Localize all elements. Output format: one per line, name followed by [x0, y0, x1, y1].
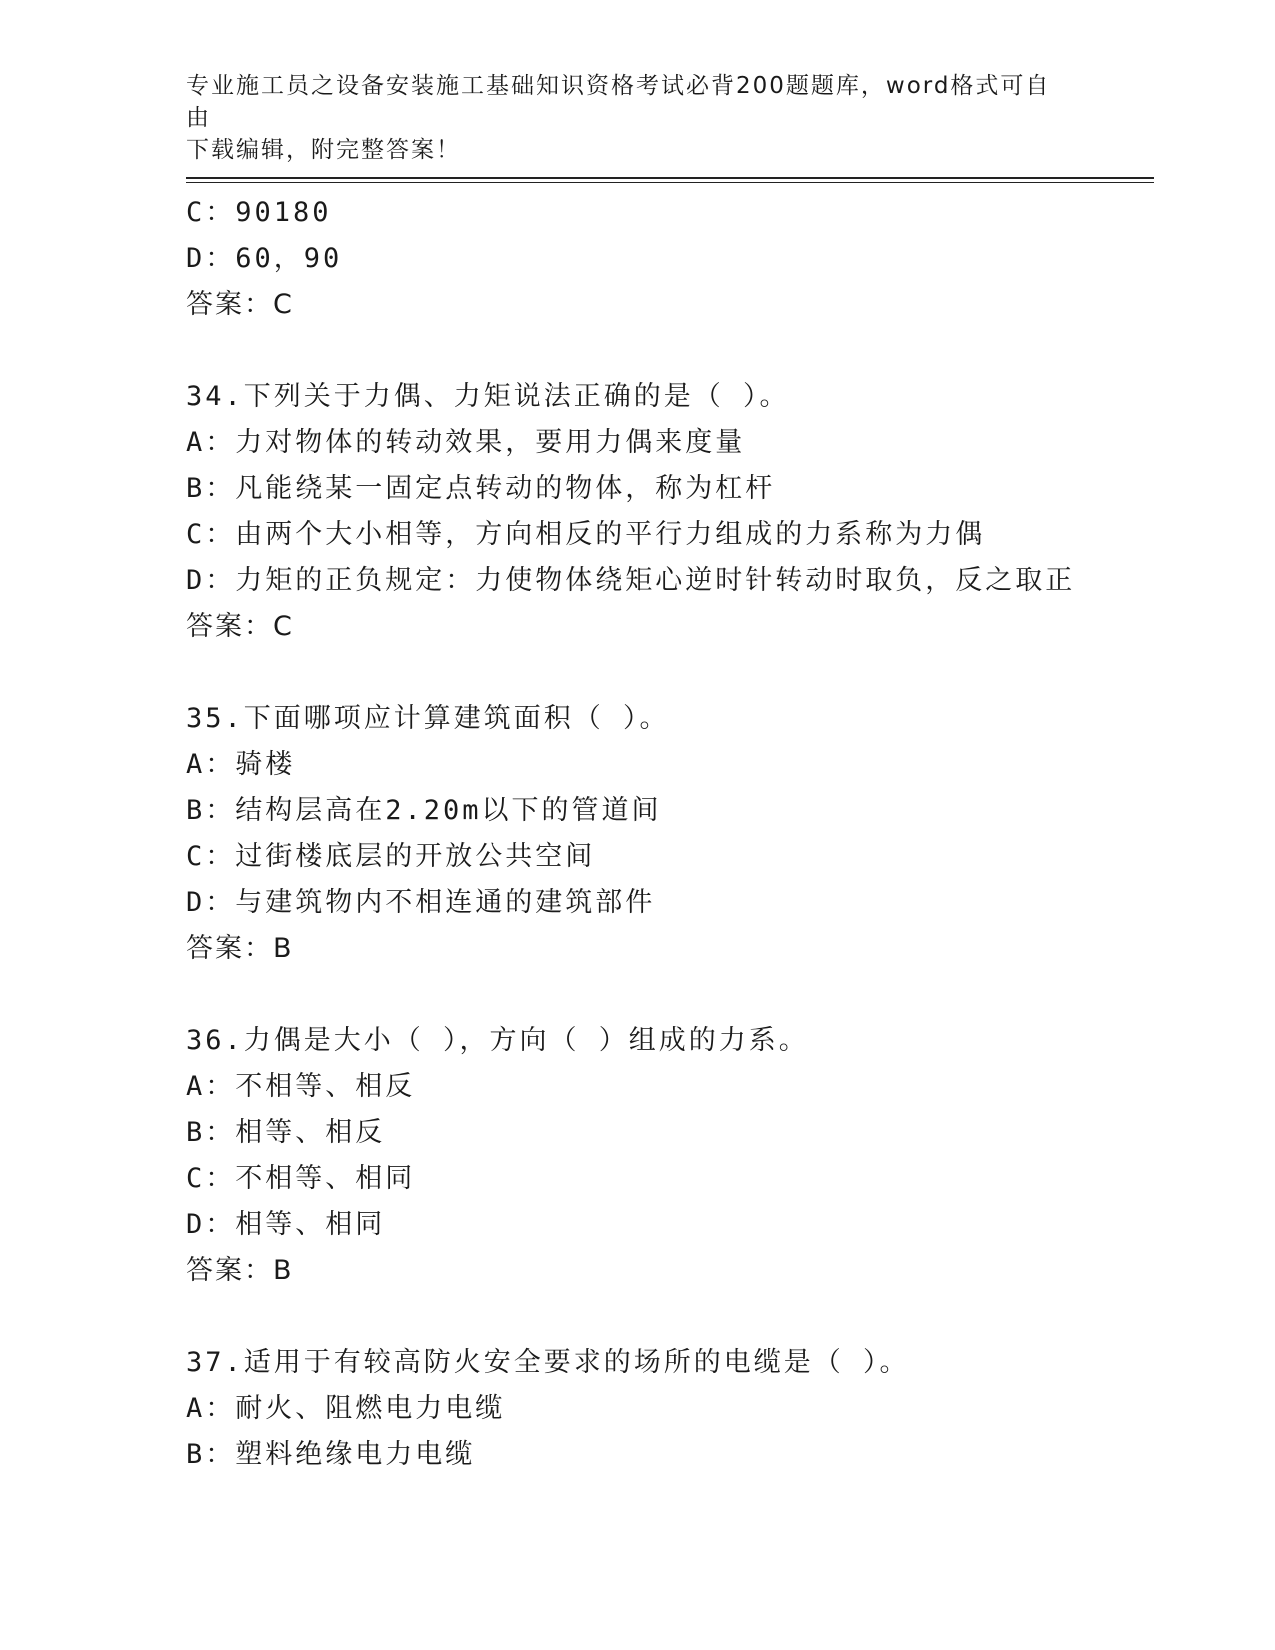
option-b: B：塑料绝缘电力电缆 — [186, 1439, 476, 1470]
answer-line: 答案：B — [186, 933, 294, 964]
option-b: B：相等、相反 — [186, 1117, 386, 1148]
option-a: A：耐火、阻燃电力电缆 — [186, 1393, 506, 1424]
header-line-2: 下载编辑，附完整答案！ — [186, 137, 461, 163]
question-35 — [186, 696, 1146, 972]
answer-line: 答案：C — [186, 289, 294, 320]
document-header — [186, 70, 1066, 166]
spacer — [186, 328, 1146, 374]
question-stem: 34.下列关于力偶、力矩说法正确的是（ ）。 — [186, 381, 790, 412]
option-c: C：过街楼底层的开放公共空间 — [186, 841, 596, 872]
document-body — [186, 190, 1146, 1478]
answer-line: 答案：B — [186, 1255, 294, 1286]
question-36 — [186, 1018, 1146, 1294]
spacer — [186, 972, 1146, 1018]
header-line-1: 专业施工员之设备安装施工基础知识资格考试必背200题题库，word格式可自由 — [186, 73, 1051, 131]
question-34 — [186, 374, 1146, 650]
option-c: C：90180 — [186, 197, 332, 228]
carryover-block — [186, 190, 1146, 328]
option-c: C：由两个大小相等，方向相反的平行力组成的力系称为力偶 — [186, 519, 986, 550]
answer-line: 答案：C — [186, 611, 294, 642]
option-d: D：相等、相同 — [186, 1209, 386, 1240]
option-c: C：不相等、相同 — [186, 1163, 416, 1194]
spacer — [186, 650, 1146, 696]
option-b: B：凡能绕某一固定点转动的物体，称为杠杆 — [186, 473, 776, 504]
option-d: D：力矩的正负规定：力使物体绕矩心逆时针转动时取负，反之取正 — [186, 565, 1076, 596]
spacer — [186, 1294, 1146, 1340]
question-stem: 37.适用于有较高防火安全要求的场所的电缆是（ ）。 — [186, 1347, 910, 1378]
option-d: D：60，90 — [186, 243, 343, 274]
question-stem: 35.下面哪项应计算建筑面积（ ）。 — [186, 703, 670, 734]
question-stem: 36.力偶是大小（ ），方向（ ）组成的力系。 — [186, 1025, 809, 1056]
option-a: A：力对物体的转动效果，要用力偶来度量 — [186, 427, 746, 458]
option-a: A：不相等、相反 — [186, 1071, 416, 1102]
option-b: B：结构层高在2.20m以下的管道间 — [186, 795, 662, 826]
header-divider-thin — [186, 182, 1154, 183]
option-a: A：骑楼 — [186, 749, 296, 780]
header-divider-thick — [186, 177, 1154, 179]
option-d: D：与建筑物内不相连通的建筑部件 — [186, 887, 656, 918]
question-37 — [186, 1340, 1146, 1478]
